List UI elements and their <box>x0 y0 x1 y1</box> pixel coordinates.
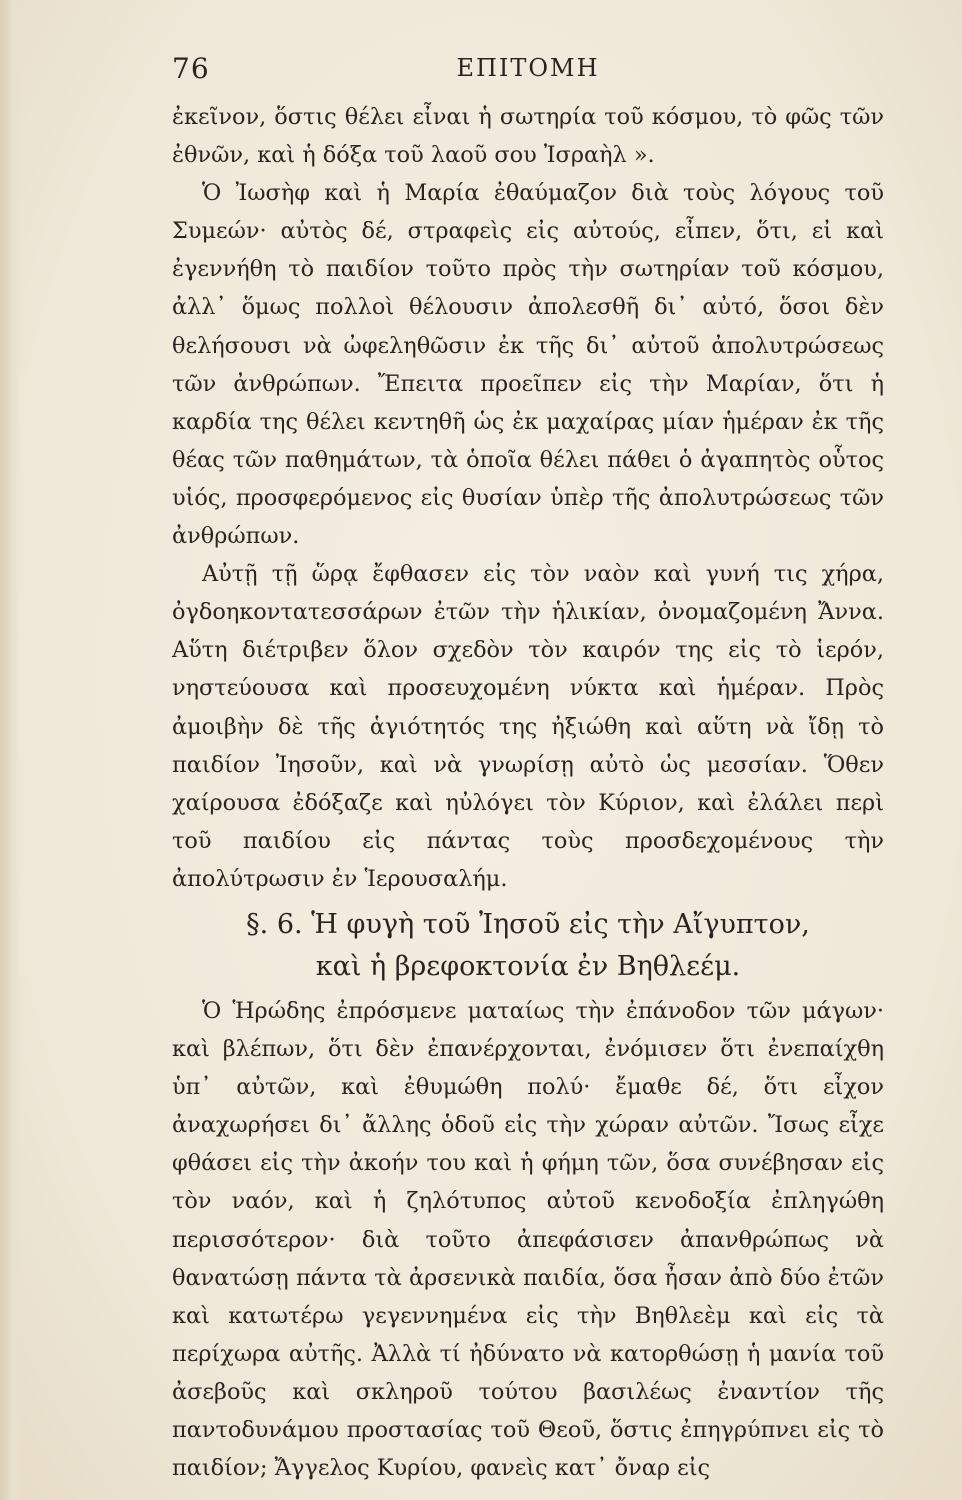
paragraph-simeon: Ὁ Ἰωσὴφ καὶ ἡ Μαρία ἐθαύμαζον διὰ τοὺς λόγους τοῦ Συμεών· αὐτὸς δέ, στραφεὶς εἰς αὐτούς, εἶπεν, ὅτι, εἰ καὶ ἐγεννήθη τὸ παιδίον τοῦτο πρὸς τὴν σωτηρίαν τοῦ κόσμου, ἀλλ᾽ ὅμως πολλοὶ θέλουσιν ἀπολεσθῆ δι᾽ αὐτό, ὅσοι δὲν θελήσουσι νὰ ὠφεληθῶσιν ἐκ τῆς δι᾽ αὐτοῦ ἀπολυτρώσεως τῶν ἀνθρώπων. Ἔπειτα προεῖπεν εἰς τὴν Μαρίαν, ὅτι ἡ καρδία της θέλει κεντηθῆ ὡς ἐκ μαχαίρας μίαν ἡμέραν ἐκ τῆς θέας τῶν παθημάτων, τὰ ὁποῖα θέλει πάθει ὁ ἀγαπητὸς οὗτος υἱός, προσφερόμενος εἰς θυσίαν ὑπὲρ τῆς ἀπολυτρώσεως τῶν ἀνθρώπων. <box>172 180 884 550</box>
paragraph-anna: Αὐτῇ τῇ ὥρᾳ ἔφθασεν εἰς τὸν ναὸν καὶ γυνή τις χήρα, ὀγδοηκοντατεσσάρων ἐτῶν τὴν ἡλικίαν, ὀνομαζομένη Ἄννα. Αὕτη διέτριβεν ὅλον σχεδὸν τὸν καιρόν της εἰς τὸ ἱερόν, νηστεύουσα καὶ προσευχομένη νύκτα καὶ ἡμέραν. Πρὸς ἀμοιβὴν δὲ τῆς ἁγιότητός της ἠξιώθη καὶ αὕτη νὰ ἴδῃ τὸ παιδίον Ἰησοῦν, καὶ νὰ γνωρίσῃ αὐτὸ ὡς μεσσίαν. Ὅθεν χαίρουσα ἐδόξαζε καὶ ηὐλόγει τὸν Κύριον, καὶ ἐλάλει περὶ τοῦ παιδίου εἰς πάντας τοὺς προσδεχομένους τὴν ἀπολύτρωσιν ἐν Ἱερουσαλήμ. <box>172 561 884 892</box>
section-heading <box>172 904 884 988</box>
running-title: ΕΠΙΤΟΜΗ <box>456 54 600 82</box>
paragraph-herod: Ὁ Ἡρώδης ἐπρόσμενε ματαίως τὴν ἐπάνοδον τῶν μάγων· καὶ βλέπων, ὅτι δὲν ἐπανέρχονται, ἐνόμισεν ὅτι ἐνεπαίχθη ὑπ᾽ αὐτῶν, καὶ ἐθυμώθη πολύ· ἔμαθε δέ, ὅτι εἶχον ἀναχωρήσει δι᾽ ἄλλης ὁδοῦ εἰς τὴν χώραν αὐτῶν. Ἴσως εἶχε φθάσει εἰς τὴν ἀκοήν του καὶ ἡ φήμη τῶν, ὅσα συνέβησαν εἰς τὸν ναόν, καὶ ἡ ζηλότυπος αὐτοῦ κενοδοξία ἐπληγώθη περισσότερον· διὰ τοῦτο ἀπεφάσισεν ἀπανθρώπως νὰ θανατώσῃ πάντα τὰ ἀρσενικὰ παιδία, ὅσα ἦσαν ἀπὸ δύο ἐτῶν καὶ κατωτέρω γεγεννημένα εἰς τὴν Βηθλεὲμ καὶ εἰς τὰ περίχωρα αὐτῆς. Ἀλλὰ τί ἠδύνατο νὰ κατορθώσῃ ἡ μανία τοῦ ἀσεβοῦς καὶ σκληροῦ τούτου βασιλέως ἐναντίον τῆς παντοδυνάμου προστασίας τοῦ Θεοῦ, ὅστις ἐπηγρύπνει εἰς τὸ παιδίον; Ἄγγελος Κυρίου, φανεὶς κατ᾽ ὄναρ εἰς <box>172 997 884 1482</box>
section-heading-line-2: καὶ ἡ βρεφοκτονία ἐν Βηθλεέμ. <box>315 950 741 982</box>
section-heading-line-1: §. 6. Ἡ φυγὴ τοῦ Ἰησοῦ εἰς τὴν Αἴγυπτον, <box>246 908 810 940</box>
page-header <box>172 52 884 92</box>
paragraph-continued: ἐκεῖνον, ὅστις θέλει εἶναι ἡ σωτηρία τοῦ κόσμου, τὸ φῶς τῶν ἐθνῶν, καὶ ἡ δόξα τοῦ λαοῦ σου Ἰσραὴλ ». <box>172 104 884 169</box>
page-number: 76 <box>172 52 210 85</box>
page-gutter-shadow <box>0 0 22 1500</box>
body-text <box>172 98 884 1487</box>
